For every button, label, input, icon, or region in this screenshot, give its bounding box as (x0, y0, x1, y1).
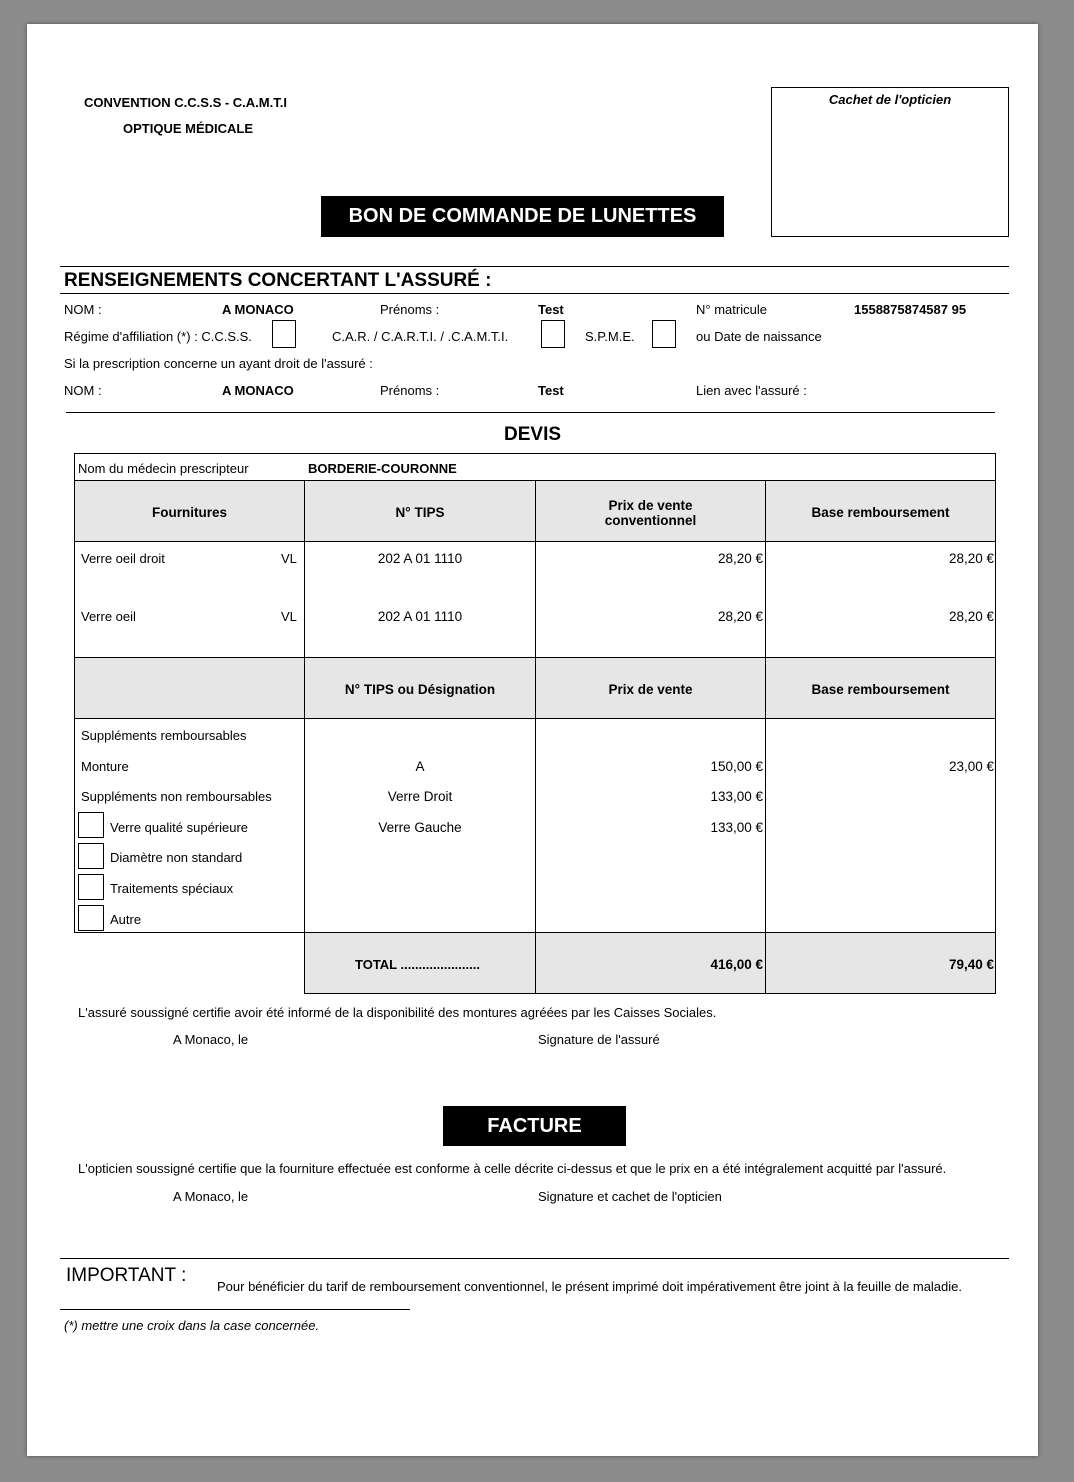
total-base: 79,40 € (948, 957, 994, 972)
devis-lieu: A Monaco, le (173, 1032, 249, 1047)
monture-prix: 150,00 € (710, 759, 763, 774)
regime-label: Régime d'affiliation (*) : C.C.S.S. (64, 329, 252, 344)
prenoms2-label: Prénoms : (380, 383, 440, 398)
facture-certif: L'opticien soussigné certifie que la fourniture effectuée est conforme à celle décrite ci-dessus et que le prix en a été intégralement acquitté par l'assuré. (78, 1161, 947, 1176)
optique-subtitle: OPTIQUE MÉDICALE (123, 121, 254, 136)
section-divider-bottom (60, 293, 1009, 294)
col-base2: Base remboursement (811, 682, 950, 697)
main-title: BON DE COMMANDE DE LUNETTES (348, 205, 697, 227)
qualite-checkbox[interactable] (78, 812, 104, 838)
medecin-label: Nom du médecin prescripteur (78, 461, 249, 476)
camti-checkbox[interactable] (541, 320, 565, 348)
facture-title-bar (443, 1106, 626, 1146)
prenoms-label: Prénoms : (380, 302, 440, 317)
traitements-checkbox[interactable] (78, 874, 104, 900)
supp-non-remb-label: Suppléments non remboursables (81, 789, 272, 804)
nom2-label: NOM : (64, 383, 102, 398)
section-divider-top (60, 266, 1009, 267)
insured-bottom-rule (66, 412, 995, 413)
table-line (74, 453, 996, 454)
col-prix-conventionnel (536, 498, 765, 528)
ccss-checkbox[interactable] (272, 320, 296, 348)
total-label: TOTAL ...................... (355, 957, 480, 972)
prenoms-value: Test (538, 302, 564, 317)
ayant-droit-label: Si la prescription concerne un ayant droit de l'assuré : (64, 356, 373, 371)
verre2-label: Verre oeil (81, 609, 136, 624)
verre2-type: VL (281, 609, 297, 624)
col-fournitures: Fournitures (151, 505, 227, 520)
birth-label: ou Date de naissance (696, 329, 822, 344)
lien-label: Lien avec l'assuré : (696, 383, 807, 398)
verre-gauche-desig: Verre Gauche (378, 820, 462, 835)
autre-checkbox[interactable] (78, 905, 104, 931)
diametre-label: Diamètre non standard (110, 850, 243, 865)
important-text: Pour bénéficier du tarif de remboursement conventionnel, le présent imprimé doit impérativement être joint à la feuille de maladie. (217, 1279, 962, 1294)
col-prix-line2: conventionnel (604, 513, 697, 528)
medecin-value: BORDERIE-COURONNE (308, 461, 457, 476)
footnote: (*) mettre une croix dans la case concernée. (64, 1318, 320, 1333)
verre1-tips: 202 A 01 1110 (377, 551, 463, 566)
facture-title: FACTURE (487, 1115, 582, 1137)
important-label: IMPORTANT : (66, 1265, 187, 1286)
autre-label: Autre (110, 912, 142, 927)
document-page (27, 24, 1038, 1456)
devis-certif: L'assuré soussigné certifie avoir été informé de la disponibilité des montures agréées par les Caisses Sociales. (78, 1005, 717, 1020)
verre-gauche-prix: 133,00 € (710, 820, 763, 835)
nom-value: A MONACO (222, 302, 294, 317)
table-line (74, 453, 75, 933)
nom-label: NOM : (64, 302, 102, 317)
matricule-value: 1558875874587 95 (854, 302, 967, 317)
optician-stamp-box (771, 87, 1009, 237)
diametre-checkbox[interactable] (78, 843, 104, 869)
nom2-value: A MONACO (222, 383, 294, 398)
verre-droit-desig: Verre Droit (387, 789, 453, 804)
matricule-label: N° matricule (696, 302, 767, 317)
footer-divider (60, 1258, 1009, 1259)
monture-desig: A (415, 759, 425, 774)
supp-remb-label: Suppléments remboursables (81, 728, 247, 743)
verre1-type: VL (281, 551, 297, 566)
footnote-rule (60, 1309, 410, 1310)
verre1-label: Verre oeil droit (81, 551, 165, 566)
col-tips-designation: N° TIPS ou Désignation (344, 682, 496, 697)
verre2-tips: 202 A 01 1110 (377, 609, 463, 624)
car-label: C.A.R. / C.A.R.T.I. / .C.A.M.T.I. (332, 329, 509, 344)
verre2-prix: 28,20 € (717, 609, 763, 624)
verre2-base: 28,20 € (948, 609, 994, 624)
main-title-bar (321, 196, 724, 237)
table-line (995, 453, 996, 994)
spme-checkbox[interactable] (652, 320, 676, 348)
devis-signature: Signature de l'assuré (538, 1032, 660, 1047)
traitements-label: Traitements spéciaux (110, 881, 234, 896)
table-line (304, 993, 996, 994)
facture-lieu: A Monaco, le (173, 1189, 249, 1204)
devis-title: DEVIS (504, 424, 562, 445)
verre-droit-prix: 133,00 € (710, 789, 763, 804)
prenoms2-value: Test (538, 383, 564, 398)
monture-label: Monture (81, 759, 129, 774)
monture-base: 23,00 € (948, 759, 994, 774)
col-base: Base remboursement (811, 505, 950, 520)
col-prix-line1: Prix de vente (608, 498, 693, 513)
verre1-prix: 28,20 € (717, 551, 763, 566)
col-tips: N° TIPS (395, 505, 445, 520)
facture-signature: Signature et cachet de l'opticien (538, 1189, 722, 1204)
total-prix: 416,00 € (710, 957, 763, 972)
col-prix-vente: Prix de vente (608, 682, 693, 697)
qualite-label: Verre qualité supérieure (110, 820, 249, 835)
spme-label: S.P.M.E. (585, 329, 635, 344)
stamp-label: Cachet de l'opticien (828, 92, 952, 107)
verre1-base: 28,20 € (948, 551, 994, 566)
insured-section-title: RENSEIGNEMENTS CONCERTANT L'ASSURÉ : (64, 270, 492, 291)
convention-title: CONVENTION C.C.S.S - C.A.M.T.I (84, 95, 287, 110)
